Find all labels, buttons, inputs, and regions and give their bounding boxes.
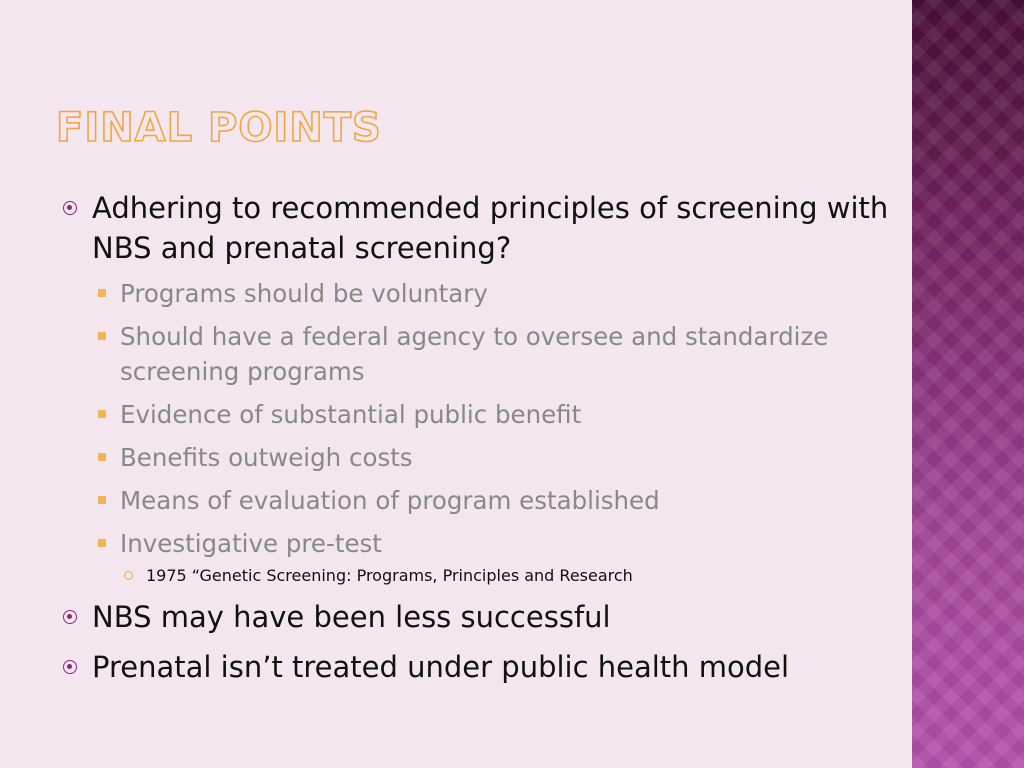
slide-title: FINAL POINTS — [56, 105, 382, 151]
circle-bullet-icon — [63, 201, 77, 215]
bullet-level1 — [58, 647, 908, 687]
square-bullet-icon — [98, 453, 106, 461]
square-bullet-icon — [98, 496, 106, 504]
square-bullet-icon — [98, 289, 106, 297]
square-bullet-icon — [98, 539, 106, 547]
bullet-text: Investigative pre-test — [120, 529, 382, 558]
bullet-level2 — [58, 397, 908, 432]
circle-bullet-icon — [63, 610, 77, 624]
bullet-text: Means of evaluation of program established — [120, 486, 660, 515]
bullet-text: Prenatal isn’t treated under public health model — [92, 650, 790, 684]
bullet-text: Programs should be voluntary — [120, 279, 488, 308]
decorative-side-band — [912, 0, 1024, 768]
ring-bullet-icon — [124, 571, 133, 580]
square-bullet-icon — [98, 332, 106, 340]
slide-content — [58, 188, 908, 687]
bullet-level3 — [58, 565, 908, 587]
bullet-level1 — [58, 597, 908, 637]
bullet-text: Evidence of substantial public benefit — [120, 400, 582, 429]
bullet-level2 — [58, 276, 908, 311]
bullet-level2 — [58, 483, 908, 518]
bullet-text: 1975 “Genetic Screening: Programs, Principles and Research — [146, 566, 633, 585]
bullet-text: Should have a federal agency to oversee and standardize screening programs — [120, 322, 829, 386]
bullet-text: Benefits outweigh costs — [120, 443, 413, 472]
bullet-level2 — [58, 319, 908, 389]
square-bullet-icon — [98, 410, 106, 418]
bullet-text: NBS may have been less successful — [92, 600, 611, 634]
bullet-text: Adhering to recommended principles of screening with NBS and prenatal screening? — [92, 191, 889, 265]
bullet-level1 — [58, 188, 908, 268]
bullet-level2 — [58, 526, 908, 561]
circle-bullet-icon — [63, 660, 77, 674]
bullet-level2 — [58, 440, 908, 475]
